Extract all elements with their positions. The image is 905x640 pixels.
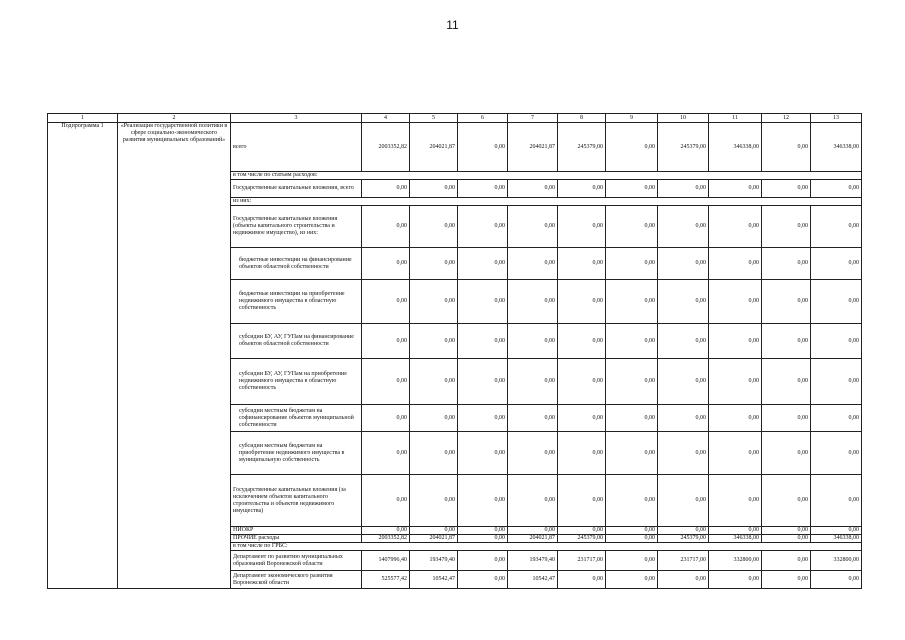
value-cell: 0,00: [811, 180, 862, 198]
value-cell: 245379,00: [558, 535, 606, 543]
value-cell: 0,00: [606, 571, 658, 589]
program-name-cell: «Реализация государственной политики в сфере социально-экономического развития муниципальных образований»: [118, 123, 231, 589]
value-cell: 0,00: [606, 248, 658, 280]
value-cell: 0,00: [709, 324, 762, 359]
value-cell: 0,00: [458, 571, 508, 589]
value-cell: 0,00: [410, 475, 458, 527]
row-label: в том числе по ГРБС:: [231, 543, 862, 551]
row-label: всего: [231, 123, 362, 172]
value-cell: 0,00: [762, 180, 811, 198]
value-cell: 0,00: [362, 432, 410, 475]
value-cell: 0,00: [558, 206, 606, 248]
value-cell: 2003352,82: [362, 123, 410, 172]
value-cell: 0,00: [709, 527, 762, 535]
value-cell: 332800,00: [709, 551, 762, 571]
value-cell: 0,00: [508, 206, 558, 248]
value-cell: 0,00: [762, 405, 811, 432]
value-cell: 0,00: [811, 432, 862, 475]
value-cell: 0,00: [709, 405, 762, 432]
value-cell: 0,00: [508, 248, 558, 280]
value-cell: 0,00: [410, 359, 458, 405]
value-cell: 0,00: [410, 324, 458, 359]
row-label: Департамент по развитию муниципальных образований Воронежской области: [231, 551, 362, 571]
value-cell: 193479,40: [410, 551, 458, 571]
col-header: 12: [762, 114, 811, 123]
col-header: 7: [508, 114, 558, 123]
row-label: субсидии БУ, АУ, ГУПам на финансирование объектов областной собственности: [231, 324, 362, 359]
row-label: Государственные капитальные вложения, всего: [231, 180, 362, 198]
value-cell: 0,00: [658, 432, 709, 475]
value-cell: 0,00: [508, 432, 558, 475]
value-cell: 346338,00: [709, 535, 762, 543]
value-cell: 0,00: [606, 180, 658, 198]
row-label: бюджетные инвестиции на приобретение недвижимого имущества в областную собственность: [231, 280, 362, 324]
value-cell: 0,00: [458, 359, 508, 405]
value-cell: 0,00: [709, 206, 762, 248]
value-cell: 2003352,82: [362, 535, 410, 543]
value-cell: 0,00: [362, 206, 410, 248]
value-cell: 0,00: [709, 248, 762, 280]
value-cell: 0,00: [606, 432, 658, 475]
value-cell: 0,00: [558, 280, 606, 324]
row-label: субсидии местным бюджетам на софинансирование объектов муниципальной собственности: [231, 405, 362, 432]
col-header: 8: [558, 114, 606, 123]
value-cell: 0,00: [658, 280, 709, 324]
value-cell: 0,00: [811, 571, 862, 589]
value-cell: 0,00: [606, 527, 658, 535]
value-cell: 0,00: [508, 359, 558, 405]
value-cell: 10542,47: [508, 571, 558, 589]
row-label: из них:: [231, 198, 862, 206]
value-cell: 0,00: [658, 206, 709, 248]
row-label: Государственные капитальные вложения (объекты капитального строительства и недвижимое имущество), из них:: [231, 206, 362, 248]
value-cell: 0,00: [606, 535, 658, 543]
value-cell: 0,00: [458, 475, 508, 527]
value-cell: 0,00: [762, 475, 811, 527]
row-label: в том числе по статьям расходов:: [231, 172, 862, 180]
value-cell: 0,00: [762, 432, 811, 475]
value-cell: 0,00: [458, 123, 508, 172]
value-cell: 0,00: [458, 535, 508, 543]
value-cell: 0,00: [762, 551, 811, 571]
value-cell: 245379,00: [658, 535, 709, 543]
col-header: 2: [118, 114, 231, 123]
value-cell: 0,00: [458, 248, 508, 280]
value-cell: 0,00: [762, 280, 811, 324]
value-cell: 0,00: [709, 180, 762, 198]
value-cell: 0,00: [658, 527, 709, 535]
value-cell: 0,00: [362, 180, 410, 198]
value-cell: 0,00: [458, 206, 508, 248]
value-cell: 0,00: [458, 432, 508, 475]
value-cell: 0,00: [762, 571, 811, 589]
value-cell: 0,00: [762, 359, 811, 405]
value-cell: 0,00: [709, 432, 762, 475]
value-cell: 0,00: [508, 475, 558, 527]
value-cell: 0,00: [606, 475, 658, 527]
value-cell: 346338,00: [709, 123, 762, 172]
col-header: 6: [458, 114, 508, 123]
value-cell: 0,00: [458, 551, 508, 571]
value-cell: 231717,00: [558, 551, 606, 571]
row-label: Департамент экономического развития Воронежской области: [231, 571, 362, 589]
value-cell: 0,00: [606, 280, 658, 324]
col-header: 4: [362, 114, 410, 123]
col-header: 5: [410, 114, 458, 123]
value-cell: 0,00: [709, 475, 762, 527]
value-cell: 0,00: [410, 405, 458, 432]
value-cell: 0,00: [410, 432, 458, 475]
value-cell: 0,00: [410, 527, 458, 535]
value-cell: 0,00: [558, 527, 606, 535]
col-header: 10: [658, 114, 709, 123]
value-cell: 0,00: [558, 359, 606, 405]
value-cell: 0,00: [508, 324, 558, 359]
row-label: НИОКР: [231, 527, 362, 535]
value-cell: 346338,00: [811, 535, 862, 543]
value-cell: 0,00: [558, 432, 606, 475]
table-row: [48, 123, 862, 172]
value-cell: 0,00: [606, 359, 658, 405]
value-cell: 0,00: [658, 571, 709, 589]
value-cell: 0,00: [709, 280, 762, 324]
value-cell: 0,00: [362, 280, 410, 324]
value-cell: 204021,87: [508, 535, 558, 543]
value-cell: 1407996,40: [362, 551, 410, 571]
value-cell: 0,00: [410, 180, 458, 198]
col-header: 1: [48, 114, 118, 123]
value-cell: 0,00: [558, 248, 606, 280]
value-cell: 0,00: [606, 551, 658, 571]
col-header: 11: [709, 114, 762, 123]
value-cell: 0,00: [558, 405, 606, 432]
value-cell: 0,00: [458, 527, 508, 535]
value-cell: 0,00: [811, 248, 862, 280]
value-cell: 0,00: [762, 535, 811, 543]
value-cell: 0,00: [709, 571, 762, 589]
value-cell: 0,00: [362, 248, 410, 280]
value-cell: 0,00: [362, 475, 410, 527]
value-cell: 245379,00: [558, 123, 606, 172]
row-label: ПРОЧИЕ расходы: [231, 535, 362, 543]
value-cell: 0,00: [458, 405, 508, 432]
value-cell: 0,00: [458, 280, 508, 324]
page-number: 11: [446, 18, 459, 32]
value-cell: 0,00: [811, 280, 862, 324]
value-cell: 0,00: [410, 248, 458, 280]
value-cell: 10542,47: [410, 571, 458, 589]
value-cell: 0,00: [410, 280, 458, 324]
value-cell: 0,00: [762, 527, 811, 535]
value-cell: 525577,42: [362, 571, 410, 589]
value-cell: 245379,00: [658, 123, 709, 172]
value-cell: 0,00: [362, 527, 410, 535]
value-cell: 0,00: [762, 248, 811, 280]
value-cell: 0,00: [762, 206, 811, 248]
value-cell: 0,00: [709, 359, 762, 405]
value-cell: 0,00: [362, 324, 410, 359]
value-cell: 231717,00: [658, 551, 709, 571]
value-cell: 193479,40: [508, 551, 558, 571]
value-cell: 0,00: [508, 180, 558, 198]
value-cell: 0,00: [558, 324, 606, 359]
col-header: 9: [606, 114, 658, 123]
header-row: [48, 114, 862, 123]
budget-table: [47, 113, 862, 589]
value-cell: 0,00: [362, 359, 410, 405]
program-cell: Подпрограмма 1: [48, 123, 118, 589]
value-cell: 0,00: [558, 475, 606, 527]
value-cell: 204021,87: [410, 535, 458, 543]
value-cell: 0,00: [508, 280, 558, 324]
value-cell: 0,00: [811, 405, 862, 432]
value-cell: 0,00: [658, 475, 709, 527]
row-label: субсидии БУ, АУ, ГУПам на приобретение недвижимого имущества в областную собственность: [231, 359, 362, 405]
value-cell: 346338,00: [811, 123, 862, 172]
col-header: 3: [231, 114, 362, 123]
value-cell: 204021,87: [410, 123, 458, 172]
value-cell: 0,00: [811, 324, 862, 359]
value-cell: 204021,87: [508, 123, 558, 172]
value-cell: 0,00: [458, 180, 508, 198]
value-cell: 0,00: [811, 475, 862, 527]
value-cell: 0,00: [362, 405, 410, 432]
value-cell: 0,00: [762, 324, 811, 359]
value-cell: 0,00: [606, 324, 658, 359]
row-label: субсидии местным бюджетам на приобретение недвижимого имущества в муниципальную собственность: [231, 432, 362, 475]
value-cell: 332800,00: [811, 551, 862, 571]
value-cell: 0,00: [558, 571, 606, 589]
value-cell: 0,00: [811, 206, 862, 248]
value-cell: 0,00: [558, 180, 606, 198]
value-cell: 0,00: [410, 206, 458, 248]
value-cell: 0,00: [658, 359, 709, 405]
col-header: 13: [811, 114, 862, 123]
row-label: Государственные капитальные вложения (за исключением объектов капитального строительства и объектов недвижимого имущества): [231, 475, 362, 527]
value-cell: 0,00: [606, 123, 658, 172]
value-cell: 0,00: [508, 527, 558, 535]
value-cell: 0,00: [658, 180, 709, 198]
value-cell: 0,00: [658, 405, 709, 432]
value-cell: 0,00: [762, 123, 811, 172]
value-cell: 0,00: [658, 324, 709, 359]
value-cell: 0,00: [658, 248, 709, 280]
value-cell: 0,00: [811, 359, 862, 405]
value-cell: 0,00: [458, 324, 508, 359]
value-cell: 0,00: [811, 527, 862, 535]
row-label: бюджетные инвестиции на финансирование объектов областной собственности: [231, 248, 362, 280]
value-cell: 0,00: [606, 206, 658, 248]
value-cell: 0,00: [606, 405, 658, 432]
value-cell: 0,00: [508, 405, 558, 432]
